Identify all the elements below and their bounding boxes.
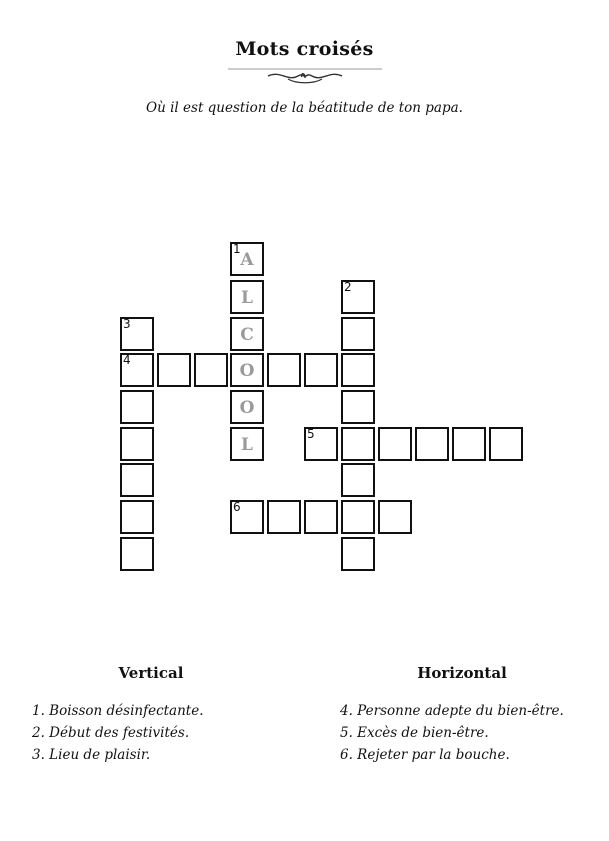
horizontal-clue: 4. Personne adepte du bien-être. <box>340 703 564 719</box>
cell-letter: O <box>239 398 255 418</box>
clue-number-1: 1 <box>233 242 241 256</box>
grid-cell[interactable] <box>304 500 338 534</box>
grid-cell[interactable] <box>230 317 264 351</box>
vertical-clue: 1. Boisson désinfectante. <box>32 703 204 719</box>
grid-cell[interactable] <box>230 242 264 276</box>
grid-cell[interactable] <box>230 427 264 461</box>
grid-cell[interactable] <box>230 500 264 534</box>
grid-cell[interactable] <box>341 280 375 314</box>
grid-cell[interactable] <box>452 427 486 461</box>
clue-number-3: 3 <box>123 317 131 331</box>
page-title: Mots croisés <box>235 38 374 60</box>
grid-cell[interactable] <box>304 427 338 461</box>
grid-cell[interactable] <box>341 537 375 571</box>
vertical-clue: 2. Début des festivités. <box>32 725 190 741</box>
grid-cell[interactable] <box>341 317 375 351</box>
grid-cell[interactable] <box>120 353 154 387</box>
grid-cell[interactable] <box>378 500 412 534</box>
grid-cell[interactable] <box>378 427 412 461</box>
grid-cell[interactable] <box>120 537 154 571</box>
clue-number-4: 4 <box>123 353 131 367</box>
title-ornament <box>228 66 382 86</box>
grid-cell[interactable] <box>157 353 191 387</box>
cell-letter: C <box>240 325 254 345</box>
grid-cell[interactable] <box>120 500 154 534</box>
grid-cell[interactable] <box>415 427 449 461</box>
grid-cell[interactable] <box>230 280 264 314</box>
grid-cell[interactable] <box>341 390 375 424</box>
grid-cell[interactable] <box>230 353 264 387</box>
horizontal-clue: 5. Excès de bien-être. <box>340 725 489 741</box>
grid-cell[interactable] <box>120 463 154 497</box>
grid-cell[interactable] <box>341 463 375 497</box>
clue-number-5: 5 <box>307 427 315 441</box>
cell-letter: O <box>239 361 255 381</box>
clue-number-6: 6 <box>233 500 241 514</box>
horizontal-clues-heading: Horizontal <box>417 664 507 682</box>
grid-cell[interactable] <box>489 427 523 461</box>
grid-cell[interactable] <box>120 427 154 461</box>
cell-letter: A <box>240 250 254 270</box>
grid-cell[interactable] <box>341 500 375 534</box>
cell-letter: L <box>241 288 253 308</box>
grid-cell[interactable] <box>267 500 301 534</box>
cell-letter: L <box>241 435 253 455</box>
grid-cell[interactable] <box>304 353 338 387</box>
grid-cell[interactable] <box>341 353 375 387</box>
grid-cell[interactable] <box>230 390 264 424</box>
clue-number-2: 2 <box>344 280 352 294</box>
grid-cell[interactable] <box>120 317 154 351</box>
vertical-clue: 3. Lieu de plaisir. <box>32 747 151 763</box>
subtitle: Où il est question de la béatitude de ton papa. <box>146 100 463 116</box>
vertical-clues-heading: Vertical <box>118 664 184 682</box>
grid-cell[interactable] <box>341 427 375 461</box>
grid-cell[interactable] <box>194 353 228 387</box>
grid-cell[interactable] <box>267 353 301 387</box>
horizontal-clue: 6. Rejeter par la bouche. <box>340 747 510 763</box>
grid-cell[interactable] <box>120 390 154 424</box>
